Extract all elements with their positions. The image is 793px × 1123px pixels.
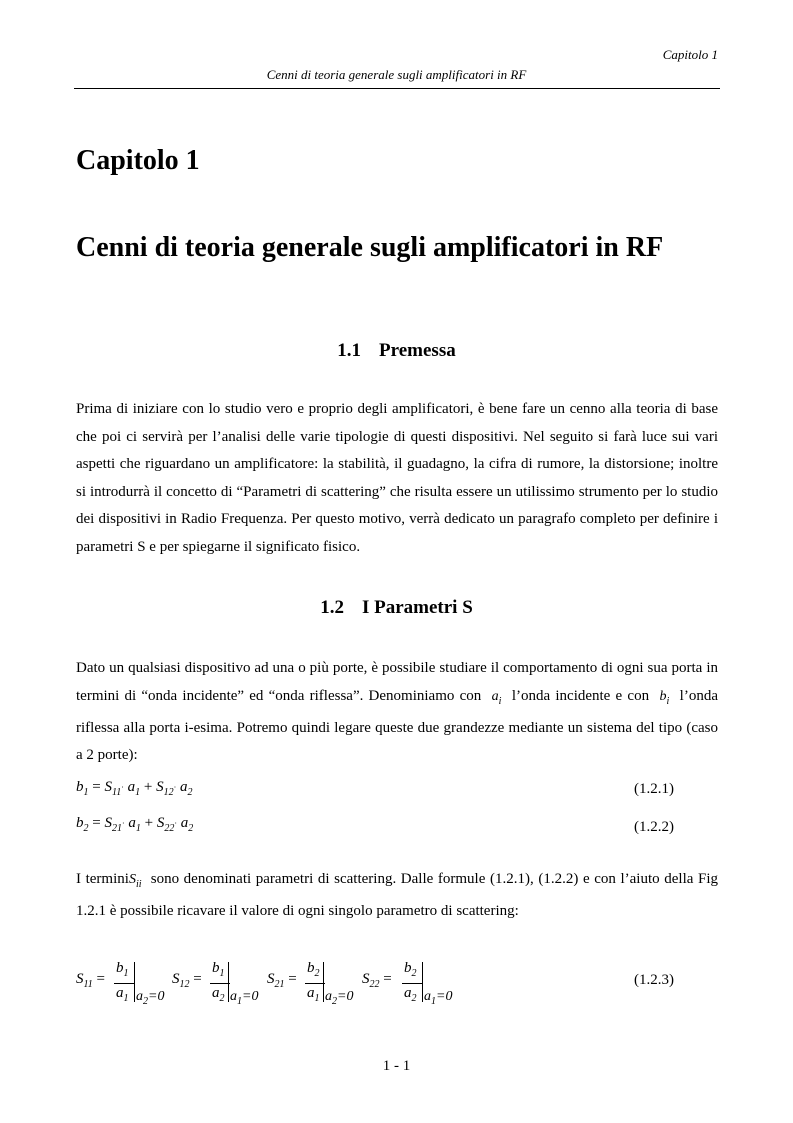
equation-1-2-2: $b_2 = S_{21}\cdot a_1 + S_{22}\cdot a_2$ [76, 815, 194, 834]
symbol-sii: $S_{ii}$ [128, 872, 142, 890]
text-run: l’onda riflessa alla porta i-esima. Potremo quindi legare queste due grandezze mediante un sistema del tipo (caso a 2 porte): [76, 687, 718, 764]
running-header-title: Cenni di teoria generale sugli amplificatori in RF [266, 67, 527, 82]
equation-number: (1.2.1) [634, 781, 674, 797]
equation-s12: $S_{12}$ = $b_1$ $a_2$ $a_1=0$ [172, 960, 259, 1007]
equation-1-2-1: $b_1 = S_{11}\cdot a_1 + S_{12}\cdot a_2$ [76, 779, 193, 798]
section-title: Premessa [379, 340, 456, 361]
symbol-ai: $a_i$ [491, 688, 502, 707]
section-heading-premessa [0, 340, 793, 362]
paragraph-premessa: Prima di iniziare con lo studio vero e proprio degli amplificatori, è bene fare un cenno alla teoria di base che poi ci servirà per l’analisi delle varie tipologie di questi dispositivi. Nel seguito si farà luce sui vari aspetti che riguardano un amplificatore: la stabilità, il guadagno, la cifra di rumore, la distorsione; inoltre si introdurrà il concetto di “Parametri di scattering” che risulta essere un utilissimo strumento per lo studio dei dispositivi in Radio Frequenza. Per questo motivo, verrà dedicato un paragrafo completo per definire i parametri S e per spiegarne il significato fisico. [76, 401, 718, 555]
equation-number: (1.2.2) [634, 819, 674, 835]
text-run: sono denominati parametri di scattering. Dalle formule (1.2.1), (1.2.2) e con l’aiuto della Fig 1.2.1 è possibile ricavare il valore di ogni singolo parametro di scattering: [76, 871, 719, 920]
section-number: 1.2 [320, 597, 344, 618]
equation-s22: $S_{22}$ = $b_2$ $a_2$ $a_1=0$ [362, 960, 453, 1007]
chapter-title: Cenni di teoria generale sugli amplificatori in RF [76, 232, 664, 263]
running-header-chapter: Capitolo 1 [662, 47, 718, 62]
text-run: I termini [76, 871, 129, 887]
equation-s21: $S_{21}$ = $b_2$ $a_1$ $a_2=0$ [267, 960, 354, 1007]
equation-s11: $S_{11}$ = $b_1$ $a_1$ $a_2=0$ [76, 960, 165, 1007]
section-heading-parametri [0, 597, 793, 619]
paragraph-termini [76, 866, 718, 926]
section-title: I Parametri S [361, 597, 473, 618]
section-number: 1.1 [337, 340, 362, 361]
text-run: Dato un qualsiasi dispositivo ad una o più porte, è possibile studiare il comportamento di ogni sua porta in termini di “onda incidente” ed “onda riflessa”. Denominiamo con [76, 660, 718, 704]
chapter-heading: Capitolo 1 [76, 145, 200, 176]
equation-number: (1.2.3) [634, 972, 674, 988]
paragraph-onde [76, 655, 718, 770]
text-run: l’onda incidente e con [511, 687, 650, 704]
page-number: 1 - 1 [382, 1058, 411, 1074]
symbol-bi: $b_i$ [659, 688, 670, 707]
header-rule [74, 88, 720, 89]
